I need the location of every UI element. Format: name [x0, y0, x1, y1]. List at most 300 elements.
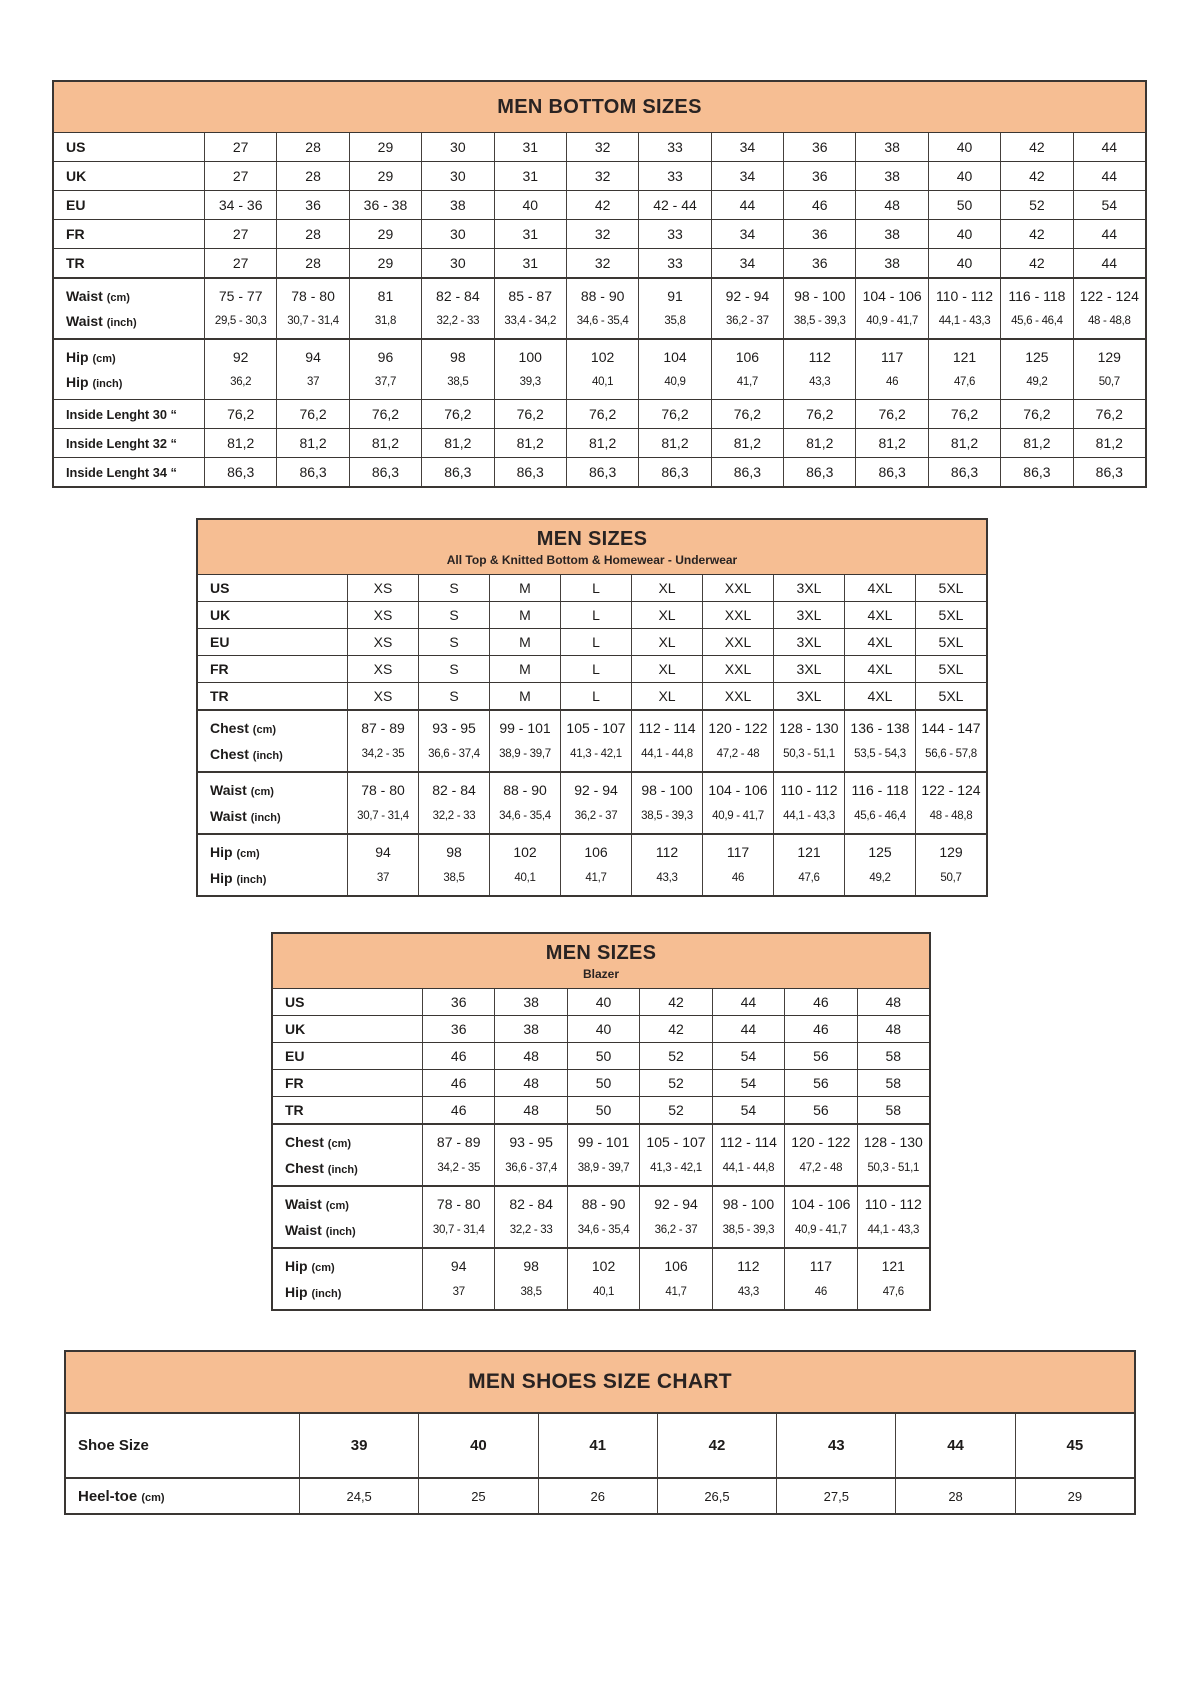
size-cell: 48: [494, 1070, 566, 1096]
size-cell: [773, 773, 844, 833]
inch-value: 34,6 - 35,4: [577, 1224, 630, 1236]
size-cell: M: [489, 602, 560, 628]
size-cell: [784, 1249, 856, 1309]
inch-value: 46: [886, 376, 899, 389]
size-cell: 54: [712, 1043, 784, 1069]
size-cell: [560, 773, 631, 833]
size-cell: 34: [711, 162, 783, 190]
size-cell: 44: [711, 191, 783, 219]
cm-value: 98: [450, 348, 466, 365]
size-cell: 76,2: [783, 400, 855, 428]
size-cell: 31: [494, 162, 566, 190]
size-cell: [844, 773, 915, 833]
size-cell: 29: [349, 220, 421, 248]
cm-value: 82 - 84: [509, 1196, 553, 1212]
cm-value: 78 - 80: [436, 1196, 481, 1212]
row-label-text: Waist (inch): [285, 1221, 356, 1238]
size-cell: 4XL: [844, 602, 915, 628]
inch-value: 40,9 - 41,7: [712, 810, 764, 822]
size-cell: 76,2: [1073, 400, 1145, 428]
table-row-waist: [54, 277, 1145, 338]
cm-value: 106: [584, 844, 608, 860]
size-cell: XS: [347, 656, 418, 682]
size-cell: 43: [776, 1414, 895, 1477]
row-label: [54, 220, 204, 248]
inch-value: 44,1 - 43,3: [867, 1224, 920, 1236]
row-label-text: Chest (inch): [285, 1159, 358, 1176]
size-cell: 33: [638, 133, 710, 161]
size-cell: 86,3: [1073, 458, 1145, 486]
size-cell: 34 - 36: [204, 191, 276, 219]
table-title: MEN BOTTOM SIZES: [497, 95, 702, 118]
size-cell: 34: [711, 220, 783, 248]
size-cell: 30: [421, 220, 493, 248]
inch-value: 37: [306, 376, 320, 389]
size-cell: [421, 279, 493, 338]
size-cell: 3XL: [773, 575, 844, 601]
cm-value: 116 - 118: [851, 782, 909, 798]
table-row-uk: [198, 601, 986, 628]
cm-value: 99 - 101: [577, 1134, 630, 1150]
table-row-hip: [273, 1247, 929, 1309]
row-label-text: TR: [210, 688, 229, 704]
row-label-text: Chest (cm): [285, 1134, 352, 1151]
unit-label: (cm): [325, 1200, 349, 1213]
size-cell: 32: [566, 249, 638, 277]
size-cell: 27: [204, 249, 276, 277]
row-label-text: US: [210, 580, 230, 596]
size-cell: [347, 711, 418, 771]
size-cell: 38: [855, 162, 927, 190]
size-cell: 4XL: [844, 683, 915, 709]
size-cell: 36: [783, 220, 855, 248]
size-cell: XXL: [702, 683, 773, 709]
size-cell: [857, 1249, 929, 1309]
size-cell: L: [560, 629, 631, 655]
row-label: [54, 191, 204, 219]
size-cell: [857, 1187, 929, 1247]
table-men-sizes-tops: [196, 518, 988, 897]
table-row-eu: [54, 190, 1145, 219]
inch-value: 36,2 - 37: [574, 810, 618, 822]
inch-value: 50,3 - 51,1: [783, 748, 835, 760]
size-cell: 86,3: [421, 458, 493, 486]
table-subtitle: All Top & Knitted Bottom & Homewear - Underwear: [446, 552, 738, 567]
inch-value: 39,3: [519, 376, 541, 389]
cm-value: 144 - 147: [921, 720, 981, 736]
size-cell: [638, 279, 710, 338]
size-cell: 28: [276, 220, 348, 248]
size-cell: 76,2: [349, 400, 421, 428]
row-label-text: TR: [66, 255, 85, 271]
size-cell: 86,3: [638, 458, 710, 486]
cm-value: 105 - 107: [646, 1134, 706, 1150]
size-cell: [631, 773, 702, 833]
size-cell: 36: [422, 989, 494, 1015]
inch-value: 40,9: [664, 376, 686, 389]
size-cell: XS: [347, 575, 418, 601]
table-body: [66, 1412, 1134, 1513]
table-row-hip: [54, 338, 1145, 399]
size-cell: 3XL: [773, 602, 844, 628]
inch-value: 38,5 - 39,3: [641, 810, 693, 822]
row-label-text: FR: [210, 661, 229, 677]
cm-value: 93 - 95: [509, 1134, 553, 1150]
row-label: [54, 429, 204, 457]
row-label-text: FR: [285, 1075, 304, 1091]
inch-value: 41,3 - 42,1: [570, 748, 622, 760]
row-label-text: TR: [285, 1102, 304, 1118]
inch-value: 45,6 - 46,4: [854, 810, 906, 822]
size-cell: 29: [349, 133, 421, 161]
cm-value: 93 - 95: [432, 720, 476, 736]
inch-value: 32,2 - 33: [432, 810, 476, 822]
row-label: [273, 1249, 422, 1309]
size-cell: 76,2: [928, 400, 1000, 428]
row-label-text: Hip (cm): [66, 349, 116, 365]
size-cell: 38: [855, 220, 927, 248]
row-label-text: Hip (cm): [210, 844, 260, 861]
size-cell: 48: [857, 989, 929, 1015]
size-cell: [1000, 279, 1072, 338]
row-label: [198, 711, 347, 771]
cm-value: 125: [1025, 348, 1049, 365]
cm-value: 121: [797, 844, 821, 860]
table-row-heel-toe: [66, 1477, 1134, 1513]
row-label-text: US: [285, 994, 305, 1010]
cm-value: 94: [375, 844, 391, 860]
cm-value: 125: [868, 844, 892, 860]
cm-value: 121: [952, 348, 977, 365]
row-label-text: UK: [66, 168, 87, 184]
size-cell: 58: [857, 1070, 929, 1096]
cm-value: 128 - 130: [863, 1134, 923, 1150]
size-cell: 36: [783, 162, 855, 190]
table-row-waist: [198, 771, 986, 833]
size-cell: M: [489, 656, 560, 682]
table-title: MEN SHOES SIZE CHART: [468, 1370, 732, 1393]
inch-value: 40,9 - 41,7: [795, 1224, 847, 1236]
size-cell: [494, 1249, 566, 1309]
size-cell: [560, 835, 631, 895]
size-cell: 5XL: [915, 656, 986, 682]
size-cell: XL: [631, 656, 702, 682]
size-cell: 76,2: [566, 400, 638, 428]
size-cell: M: [489, 575, 560, 601]
size-cell: 81,2: [855, 429, 927, 457]
row-label: [198, 602, 347, 628]
size-cell: 33: [638, 162, 710, 190]
size-cell: 44: [1073, 249, 1145, 277]
cm-value: 94: [305, 348, 321, 365]
size-cell: 50: [567, 1097, 639, 1123]
table-row-chest: [273, 1123, 929, 1185]
size-cell: 58: [857, 1043, 929, 1069]
inch-value: 35,8: [664, 315, 686, 328]
row-label-text: FR: [66, 226, 85, 242]
size-cell: [631, 711, 702, 771]
size-cell: XS: [347, 629, 418, 655]
size-cell: [566, 340, 638, 399]
row-label-text: Waist (inch): [210, 807, 281, 824]
size-cell: 36 - 38: [349, 191, 421, 219]
inch-value: 43,3: [809, 376, 831, 389]
table-body: [198, 574, 986, 895]
size-cell: [418, 711, 489, 771]
inch-value: 53,5 - 54,3: [854, 748, 906, 760]
size-cell: 30: [421, 162, 493, 190]
unit-label: (inch): [311, 1287, 342, 1300]
inch-value: 45,6 - 46,4: [1011, 315, 1063, 328]
inch-value: 49,2: [1026, 376, 1048, 389]
table-row-tr: [198, 682, 986, 709]
cm-value: 85 - 87: [508, 287, 553, 304]
cm-value: 81: [377, 287, 394, 304]
size-cell: [422, 1187, 494, 1247]
cm-value: 75 - 77: [218, 287, 263, 304]
cm-value: 122 - 124: [1079, 287, 1139, 304]
size-cell: [631, 835, 702, 895]
cm-value: 112: [737, 1258, 760, 1274]
size-cell: [560, 711, 631, 771]
table-row-fr: [198, 655, 986, 682]
table-title: MEN SIZES: [536, 527, 648, 550]
size-cell: 42: [657, 1414, 776, 1477]
size-cell: 45: [1015, 1414, 1134, 1477]
size-cell: 50: [567, 1043, 639, 1069]
size-cell: [1000, 340, 1072, 399]
size-cell: XL: [631, 575, 702, 601]
size-cell: [566, 279, 638, 338]
size-cell: XXL: [702, 575, 773, 601]
size-cell: [711, 279, 783, 338]
size-cell: 28: [276, 249, 348, 277]
size-cell: 46: [784, 989, 856, 1015]
inch-value: 36,6 - 37,4: [505, 1162, 557, 1174]
size-cell: [712, 1125, 784, 1185]
cm-value: 104: [663, 348, 687, 365]
row-label: [198, 683, 347, 709]
unit-label: (inch): [92, 378, 123, 390]
size-cell: XXL: [702, 629, 773, 655]
size-cell: 42: [1000, 133, 1072, 161]
size-cell: [349, 340, 421, 399]
size-cell: 86,3: [855, 458, 927, 486]
size-cell: 36: [422, 1016, 494, 1042]
size-cell: [639, 1249, 711, 1309]
unit-label: (cm): [250, 786, 274, 799]
cm-value: 98 - 100: [641, 782, 693, 798]
size-cell: 34: [711, 249, 783, 277]
size-cell: [489, 711, 560, 771]
table-title: MEN SIZES: [545, 941, 657, 964]
size-cell: [422, 1125, 494, 1185]
size-cell: 81,2: [566, 429, 638, 457]
row-label-text: EU: [285, 1048, 305, 1064]
inch-value: 47,2 - 48: [716, 748, 760, 760]
row-label-text: Hip (inch): [285, 1283, 342, 1300]
row-label-text: Shoe Size: [78, 1437, 149, 1454]
size-cell: 86,3: [494, 458, 566, 486]
size-cell: [712, 1187, 784, 1247]
unit-label: (inch): [252, 749, 283, 762]
inch-value: 38,5 - 39,3: [722, 1224, 775, 1236]
size-cell: 81,2: [1000, 429, 1072, 457]
size-cell: 86,3: [566, 458, 638, 486]
size-cell: [702, 711, 773, 771]
cm-value: 99 - 101: [499, 720, 551, 736]
size-cell: [857, 1125, 929, 1185]
table-row-fr: [54, 219, 1145, 248]
size-cell: 32: [566, 162, 638, 190]
cm-value: 104 - 106: [791, 1196, 851, 1212]
size-cell: 44: [1073, 162, 1145, 190]
size-cell: 46: [422, 1097, 494, 1123]
inch-value: 37: [376, 872, 390, 884]
size-cell: XXL: [702, 602, 773, 628]
size-cell: 25: [418, 1479, 537, 1513]
size-cell: [639, 1125, 711, 1185]
inch-value: 41,7: [585, 872, 607, 884]
size-cell: L: [560, 602, 631, 628]
unit-label: (cm): [92, 353, 116, 365]
table-row-uk: [273, 1015, 929, 1042]
cm-value: 112 - 114: [719, 1134, 777, 1150]
cm-value: 98 - 100: [794, 287, 846, 304]
size-cell: 54: [1073, 191, 1145, 219]
row-label-text: Waist (inch): [66, 313, 137, 329]
inch-value: 38,5 - 39,3: [793, 315, 846, 328]
cm-value: 129: [1097, 348, 1121, 365]
size-cell: [347, 835, 418, 895]
size-cell: [567, 1187, 639, 1247]
size-cell: 32: [566, 133, 638, 161]
size-cell: 44: [712, 1016, 784, 1042]
size-cell: [494, 1125, 566, 1185]
size-cell: [844, 835, 915, 895]
size-cell: [915, 773, 986, 833]
size-cell: [422, 1249, 494, 1309]
row-label-text: Waist (cm): [210, 782, 274, 799]
cm-value: 104 - 106: [708, 782, 768, 798]
size-cell: 33: [638, 249, 710, 277]
row-label: [66, 1414, 299, 1477]
size-cell: [204, 340, 276, 399]
size-cell: 86,3: [204, 458, 276, 486]
table-body: [54, 132, 1145, 486]
cm-value: 110 - 112: [864, 1196, 922, 1212]
table-subtitle: Blazer: [582, 966, 620, 981]
size-cell: 44: [712, 989, 784, 1015]
inch-value: 36,2 - 37: [654, 1224, 698, 1236]
size-cell: 44: [1073, 220, 1145, 248]
unit-label: (cm): [106, 292, 130, 304]
size-cell: [418, 835, 489, 895]
size-cell: 76,2: [638, 400, 710, 428]
size-cell: 3XL: [773, 683, 844, 709]
unit-label: (inch): [325, 1225, 356, 1238]
unit-label: (cm): [252, 724, 277, 737]
size-cell: S: [418, 575, 489, 601]
table-row-uk: [54, 161, 1145, 190]
size-cell: S: [418, 683, 489, 709]
size-cell: 4XL: [844, 629, 915, 655]
size-cell: 46: [784, 1016, 856, 1042]
size-cell: 42: [566, 191, 638, 219]
cm-value: 96: [377, 348, 394, 365]
size-cell: 52: [639, 1097, 711, 1123]
size-cell: 81,2: [494, 429, 566, 457]
cm-value: 112 - 114: [638, 720, 696, 736]
table-row-us: [54, 132, 1145, 161]
cm-value: 92: [232, 348, 249, 365]
table-header-band: [54, 82, 1145, 132]
row-label-text: Heel-toe (cm): [78, 1487, 165, 1505]
cm-value: 105 - 107: [566, 720, 626, 736]
inch-value: 56,6 - 57,8: [925, 748, 977, 760]
size-cell: 28: [276, 133, 348, 161]
size-cell: 28: [276, 162, 348, 190]
size-cell: 5XL: [915, 575, 986, 601]
inch-value: 40,9 - 41,7: [866, 315, 918, 328]
size-cell: 81,2: [711, 429, 783, 457]
size-cell: 54: [712, 1070, 784, 1096]
size-cell: 31: [494, 220, 566, 248]
size-cell: 29: [349, 162, 421, 190]
size-cell: XS: [347, 602, 418, 628]
inch-value: 30,7 - 31,4: [432, 1224, 485, 1236]
inch-value: 44,1 - 44,8: [641, 748, 693, 760]
size-cell: 38: [855, 133, 927, 161]
unit-label: (cm): [141, 1491, 165, 1504]
cm-value: 117: [726, 844, 750, 860]
size-cell: 40: [928, 133, 1000, 161]
size-cell: XL: [631, 629, 702, 655]
size-cell: [349, 279, 421, 338]
cm-value: 98: [523, 1258, 539, 1274]
size-cell: XXL: [702, 656, 773, 682]
row-label: [66, 1479, 299, 1513]
row-label: [54, 162, 204, 190]
table-row-inside-length-32: [54, 428, 1145, 457]
size-cell: 76,2: [1000, 400, 1072, 428]
unit-label: (cm): [311, 1262, 335, 1275]
size-cell: 58: [857, 1097, 929, 1123]
size-cell: 30: [421, 249, 493, 277]
inch-value: 32,2 - 33: [436, 315, 480, 328]
size-cell: XL: [631, 602, 702, 628]
row-label-text: Inside Lenght 34 “: [66, 464, 177, 480]
size-cell: 76,2: [421, 400, 493, 428]
size-cell: 38: [855, 249, 927, 277]
size-cell: [773, 711, 844, 771]
row-label-text: Waist (cm): [285, 1196, 349, 1213]
size-cell: [844, 711, 915, 771]
cm-value: 120 - 122: [708, 720, 768, 736]
row-label: [273, 1125, 422, 1185]
size-cell: [1073, 279, 1145, 338]
inch-value: 47,6: [798, 872, 820, 884]
size-cell: 56: [784, 1070, 856, 1096]
size-cell: [204, 279, 276, 338]
size-cell: 56: [784, 1097, 856, 1123]
size-cell: 50: [928, 191, 1000, 219]
row-label: [273, 1016, 422, 1042]
cm-value: 116 - 118: [1008, 287, 1066, 304]
size-cell: [494, 340, 566, 399]
cm-value: 78 - 80: [361, 782, 405, 798]
size-cell: 81,2: [638, 429, 710, 457]
